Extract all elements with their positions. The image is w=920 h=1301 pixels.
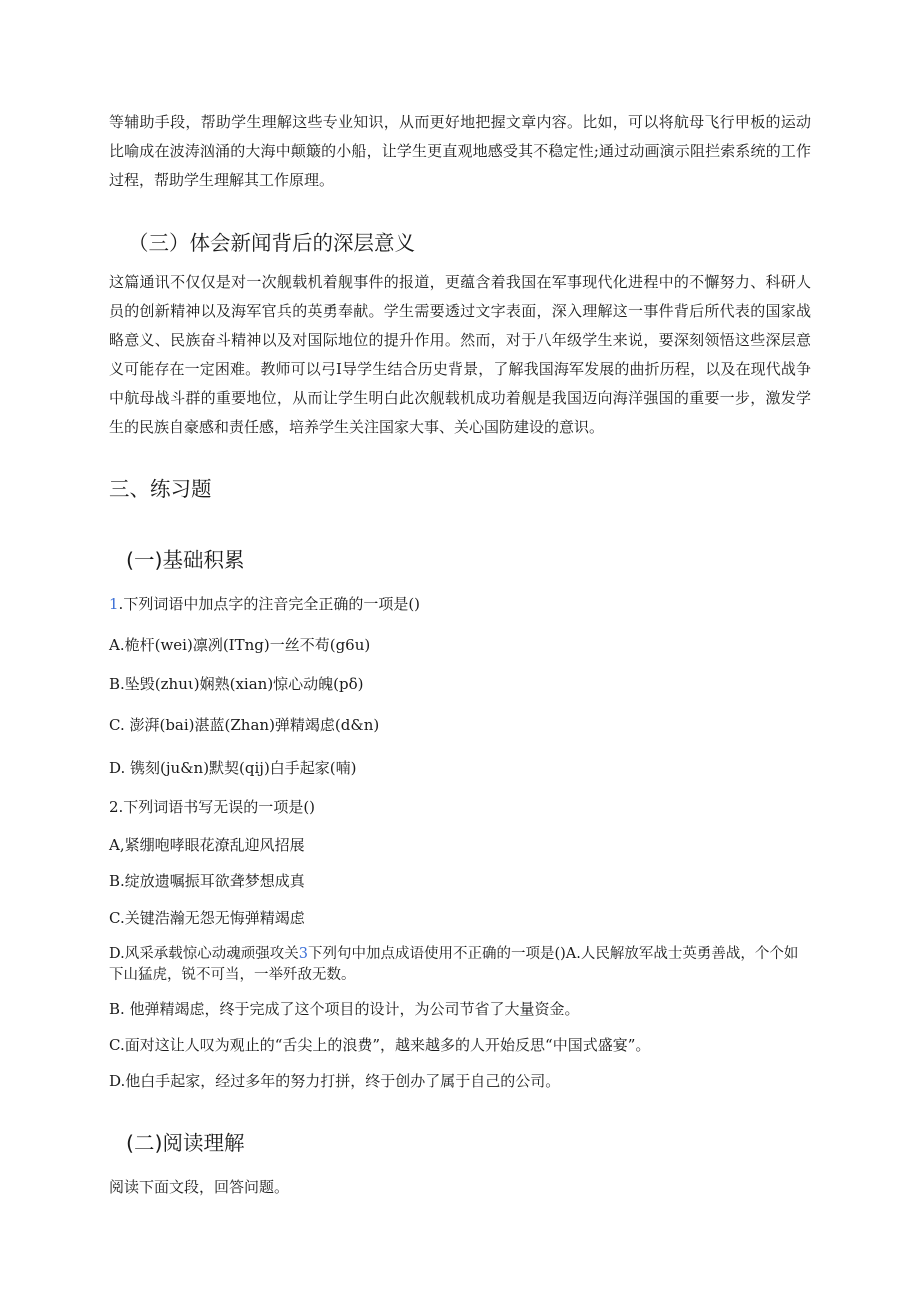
- exercises-heading: 三、练习题: [109, 477, 212, 501]
- question-2-stem: 2.下列词语书写无误的一项是(): [109, 798, 316, 816]
- intro-paragraph: 等辅助手段，帮助学生理解这些专业知识，从而更好地把握文章内容。比如，可以将航母飞行甲板的运动比喻成在波涛汹涌的大海中颠簸的小船，让学生更直观地感受其不稳定性;通过动画演示阻拦索系统的工作过程，帮助学生理解其工作原理。: [109, 113, 811, 189]
- question-1-number: 1: [109, 595, 119, 613]
- question-3-option-c: C.面对这让人叹为观止的“舌尖上的浪费”，越来越多的人开始反思“中国式盛宴”。: [109, 1036, 651, 1054]
- question-1-stem: [109, 593, 819, 615]
- reading-instruction: 阅读下面文段，回答问题。: [109, 1178, 290, 1196]
- question-1-option-d: D. 镌刻(ju&n)默契(qij)白手起家(喃): [109, 759, 357, 777]
- question-1-option-b: B.坠毁(zhuι)娴熟(xian)惊心动魄(pδ): [109, 675, 364, 693]
- question-3-option-d: D.他白手起家，经过多年的努力打拼，终于创办了属于自己的公司。: [109, 1072, 561, 1090]
- section-3-heading: （三）体会新闻背后的深层意义: [128, 231, 415, 255]
- question-3-text-and-option-a: 下列句中加点成语使用不正确的一项是()A.人民解放军战士英勇善战，个个如下山猛虎，锐不可当，一举歼敌无数。: [109, 946, 799, 983]
- question-1-option-a: A.桅杆(wei)凛冽(ITng)一丝不苟(g6u): [109, 636, 371, 654]
- question-2-option-b: B.绽放遗嘱振耳欲聋梦想成真: [109, 872, 305, 890]
- question-3-option-b: B. 他弹精竭虑，终于完成了这个项目的设计，为公司节省了大量资金。: [109, 1000, 580, 1018]
- question-1-option-c: C. 澎湃(bai)湛蓝(Zhan)弹精竭虑(d&n): [109, 716, 380, 734]
- basic-accumulation-heading: (一)基础积累: [126, 548, 245, 572]
- reading-comprehension-heading: (二)阅读理解: [126, 1131, 245, 1155]
- question-2-option-d-and-question-3: [109, 944, 809, 986]
- section-3-paragraph: 这篇通讯不仅仅是对一次舰载机着舰事件的报道，更蕴含着我国在军事现代化进程中的不懈努力、科研人员的创新精神以及海军官兵的英勇奉献。学生需要透过文字表面，深入理解这一事件背后所代表的国家战略意义、民族奋斗精神以及对国际地位的提升作用。然而，对于八年级学生来说，要深刻领悟这些深层意义可能存在一定困难。教师可以弓I导学生结合历史背景，了解我国海军发展的曲折历程，以及在现代战争中航母战斗群的重要地位，从而让学生明白此次舰载机成功着舰是我国迈向海洋强国的重要一步，激发学生的民族自豪感和责任感，培养学生关注国家大事、关心国防建设的意识。: [109, 273, 811, 436]
- question-2-option-c: C.关键浩瀚无怨无悔弹精竭虑: [109, 909, 305, 927]
- question-2-option-a: A,紧绷咆哮眼花潦乱迎风招展: [109, 836, 305, 854]
- question-2-option-d: D.风采承载惊心动魂顽强攻关: [109, 946, 299, 962]
- question-3-number: 3: [298, 946, 308, 962]
- question-1-text: .下列词语中加点字的注音完全正确的一项是(): [118, 595, 421, 613]
